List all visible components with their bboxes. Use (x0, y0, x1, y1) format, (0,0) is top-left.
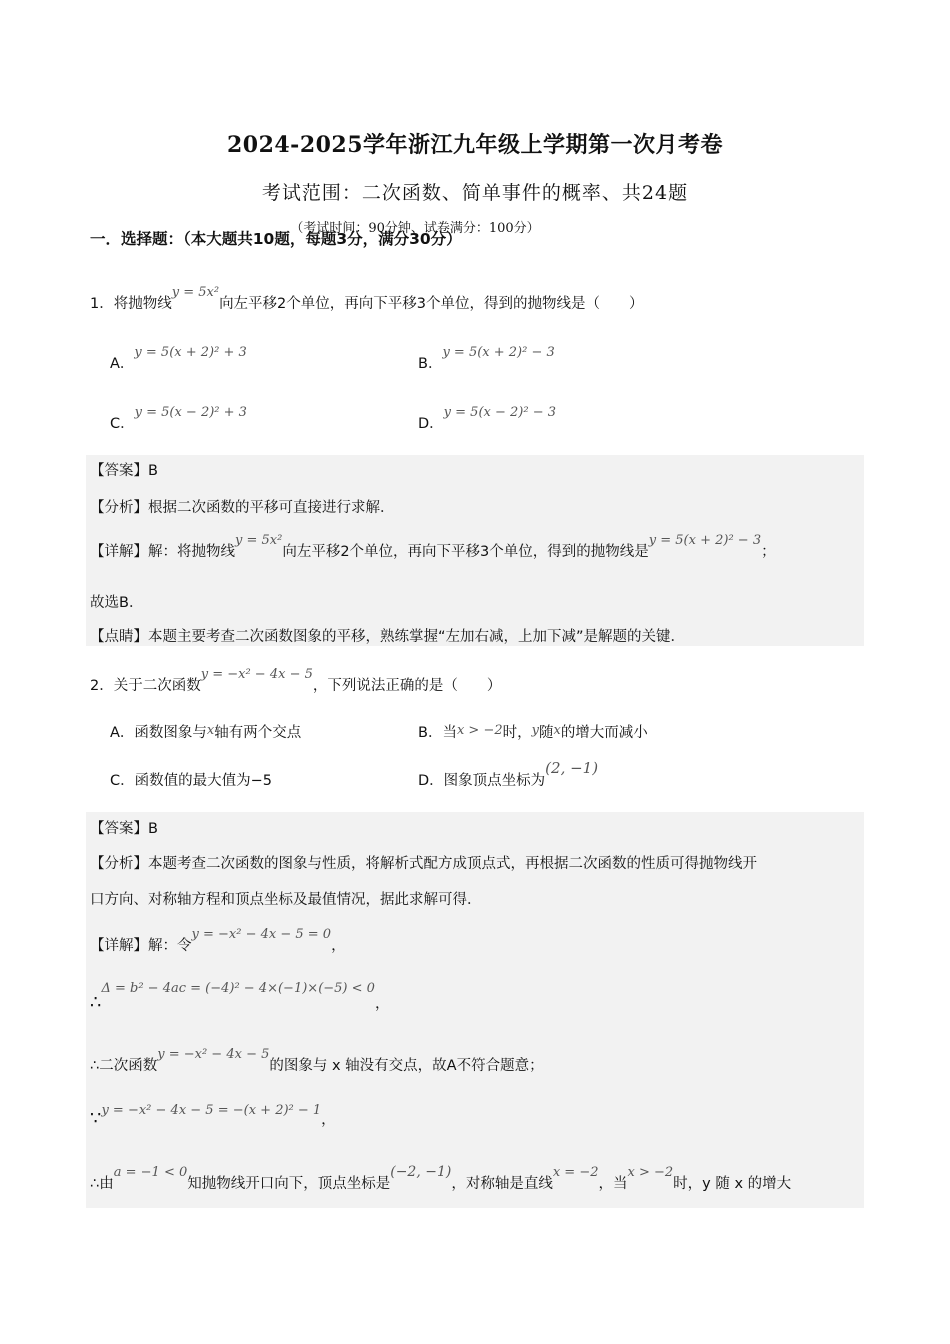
detail-text: ； (761, 544, 776, 560)
question-text: ，下列说法正确的是（ ） (312, 678, 502, 694)
option-a (110, 345, 247, 373)
formula: y = 5(x + 2)² + 3 (134, 345, 247, 360)
formula: y = 5(x − 2)² − 3 (443, 405, 556, 420)
formula: y (531, 723, 539, 738)
option-text: 随 (538, 725, 554, 741)
question-2 (90, 667, 502, 695)
question-text: 向左平移2个单位，再向下平移3个单位，得到的抛物线是（ ） (219, 296, 644, 312)
detail-text: ， (374, 996, 390, 1012)
option-a (110, 721, 301, 742)
answer: 【答案】B (90, 821, 158, 837)
option-text: 的增大而减小 (560, 725, 648, 741)
formula: (−2, −1) (390, 1164, 452, 1180)
page-title: 2024-2025学年浙江九年级上学期第一次月考卷 (226, 132, 724, 158)
analysis: 【分析】本题考查二次函数的图象与性质，将解析式配方成顶点式，再根据二次函数的性质可得抛物线开 (90, 856, 757, 872)
detail (90, 927, 346, 955)
formula: y = 5(x + 2)² − 3 (442, 345, 555, 360)
therefore-symbol: ∴ (90, 1058, 100, 1074)
detail-text: ， (321, 1112, 336, 1128)
detail (90, 533, 776, 561)
solution-panel-1 (86, 455, 864, 646)
formula: a = −1 < 0 (113, 1165, 188, 1180)
analysis: 【分析】根据二次函数的平移可直接进行求解． (90, 500, 395, 516)
option-c (110, 405, 247, 433)
formula: Δ = b² − 4ac = (−4)² − 4×(−1)×(−5) < 0 (101, 981, 375, 996)
formula: y = −x² − 4x − 5 = 0 (191, 927, 332, 942)
therefore-symbol: ∴ (90, 992, 102, 1013)
detail-text: ，当 (598, 1176, 628, 1192)
question-text: 关于二次函数 (113, 678, 201, 694)
delta-line (90, 981, 390, 1013)
section-heading: 一．选择题：（本大题共10题，每题3分，满分30分） (90, 230, 462, 248)
detail-text: 的图象与 x 轴没有交点，故A不符合题意； (269, 1058, 544, 1074)
formula: x = −2 (552, 1165, 599, 1180)
analysis: 口方向、对称轴方程和顶点坐标及最值情况，据此求解可得． (90, 892, 482, 908)
solution-panel-2 (86, 812, 864, 1208)
exam-note: （考试时间：90分钟、试卷满分：100分） (290, 221, 540, 236)
exam-scope: 考试范围：二次函数、简单事件的概率、共24题 (261, 182, 689, 204)
detail-text: 知抛物线开口向下，顶点坐标是 (187, 1176, 391, 1192)
option-text: A．函数图象与 (110, 725, 207, 741)
therefore-symbol: ∴ (90, 1176, 100, 1192)
formula: (2, −1) (545, 759, 599, 777)
formula: x (553, 723, 561, 738)
detail-text: 【详解】解：将抛物线 (90, 544, 235, 560)
formula: y = −x² − 4x − 5 (200, 667, 313, 682)
formula: y = 5(x + 2)² − 3 (648, 533, 762, 548)
conclusion-line (90, 1047, 544, 1075)
answer: 【答案】B (90, 463, 158, 479)
formula: y = 5x² (171, 285, 220, 300)
option-d (418, 759, 599, 790)
property-line (90, 1164, 792, 1193)
option-text: D．图象顶点坐标为 (418, 773, 546, 789)
choice: 故选B． (90, 595, 144, 611)
formula: x > −2 (627, 1165, 674, 1180)
option-c: C．函数值的最大值为−5 (110, 773, 272, 789)
detail-text: 二次函数 (99, 1058, 158, 1074)
option-label: D． (418, 416, 444, 432)
question-1 (90, 285, 644, 313)
detail-text: 向左平移2个单位，再向下平移3个单位，得到的抛物线是 (282, 544, 649, 560)
because-symbol: ∵ (90, 1108, 102, 1129)
question-number: 1． (90, 296, 114, 312)
formula: y = 5(x − 2)² + 3 (134, 405, 247, 420)
detail-text: 由 (99, 1176, 114, 1192)
question-text: 将抛物线 (113, 296, 172, 312)
formula: x (206, 723, 215, 738)
detail-text: ， (331, 938, 346, 954)
formula: y = −x² − 4x − 5 (157, 1047, 270, 1062)
option-b (418, 345, 555, 373)
option-text: 时， (502, 725, 532, 741)
formula: x > −2 (456, 723, 503, 738)
option-label: B． (418, 356, 443, 372)
comment: 【点睛】本题主要考查二次函数图象的平移，熟练掌握“左加右减，上加下减”是解题的关键． (90, 629, 686, 645)
option-label: A． (110, 356, 135, 372)
detail-text: 时，y 随 x 的增大 (673, 1176, 792, 1192)
option-text: B．当 (418, 725, 457, 741)
formula: y = 5x² (235, 533, 283, 548)
vertex-form-line (90, 1103, 336, 1129)
option-d (418, 405, 556, 433)
detail-text: 【详解】解：令 (90, 938, 192, 954)
detail-text: ，对称轴是直线 (451, 1176, 553, 1192)
option-label: C． (110, 416, 135, 432)
question-number: 2． (90, 678, 114, 694)
option-text: 轴有两个交点 (214, 725, 302, 741)
option-b (418, 721, 648, 742)
formula: y = −x² − 4x − 5 = −(x + 2)² − 1 (101, 1103, 322, 1118)
